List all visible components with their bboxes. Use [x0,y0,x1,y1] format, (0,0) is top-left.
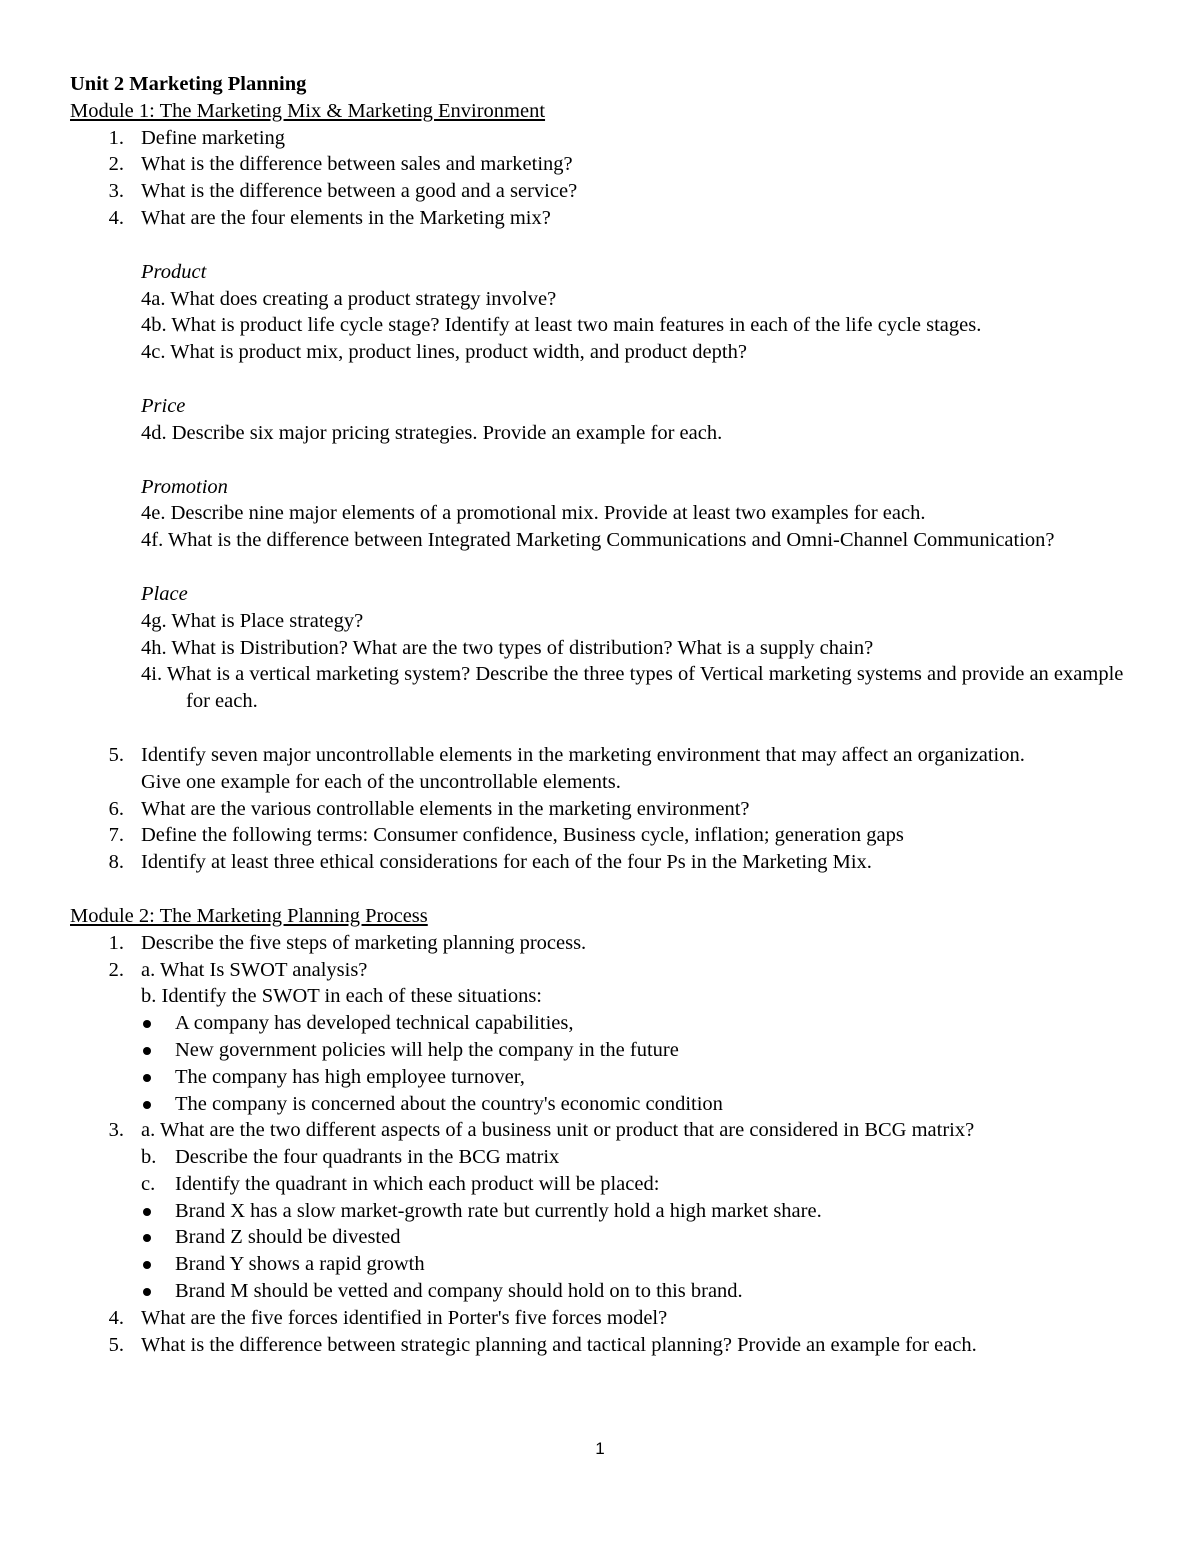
sub-question: 4c. What is product mix, product lines, product width, and product depth? [141,341,747,364]
module-1-heading: Module 1: The Marketing Mix & Marketing Environment [70,99,546,122]
list-item: 5. Identify seven major uncontrollable elements in the marketing environment that may affect an organization. Give one example for each of the uncontrollable elements. [108,743,1025,793]
sub-question: b. Describe the four quadrants in the BCG matrix [141,1146,560,1169]
list-item: 2. What is the difference between sales and marketing? [108,153,573,176]
sub-question: 4g. What is Place strategy? [141,609,364,632]
list-item: 4. What are the four elements in the Marketing mix? [108,206,551,229]
bullet-item: The company has high employee turnover, [70,1064,1130,1091]
list-item: 3. What is the difference between a good and a service? [108,180,578,203]
product-heading: Product [141,260,207,283]
bullet-item: New government policies will help the company in the future [70,1037,1130,1064]
price-heading: Price [141,394,186,417]
list-item: 5. What is the difference between strategic planning and tactical planning? Provide an example for each. [108,1333,977,1356]
list-item: 1. Describe the five steps of marketing planning process. [108,931,587,954]
page-number: 1 [595,1439,605,1458]
place-heading: Place [141,582,188,605]
sub-question: 4a. What does creating a product strategy involve? [141,287,557,310]
sub-question: 4i. What is a vertical marketing system? Describe the three types of Vertical marketing systems and provide an example for each. [141,663,1124,713]
bullet-item: The company is concerned about the country's economic condition [70,1091,1130,1118]
list-item: 1. Define marketing [108,126,286,149]
document-page [70,71,1130,1358]
unit-title: Unit 2 Marketing Planning [70,73,307,95]
sub-question: 4d. Describe six major pricing strategies. Provide an example for each. [141,421,723,444]
sub-question: 4f. What is the difference between Integrated Marketing Communications and Omni-Channel Communication? [141,529,1055,552]
list-item: 6. What are the various controllable elements in the marketing environment? [108,797,750,820]
sub-question: 4h. What is Distribution? What are the two types of distribution? What is a supply chain? [141,636,874,659]
sub-question: 4e. Describe nine major elements of a promotional mix. Provide at least two examples for each. [141,502,926,525]
sub-question: b. Identify the SWOT in each of these situations: [141,985,542,1008]
bullet-item: Brand Y shows a rapid growth [70,1251,1130,1278]
list-item: 3. a. What are the two different aspects of a business unit or product that are considered in BCG matrix? [108,1119,975,1142]
bullet-item: Brand X has a slow market-growth rate but currently hold a high market share. [70,1198,1130,1225]
list-item: 4. What are the five forces identified in Porter's five forces model? [108,1306,668,1329]
list-item: 2. a. What Is SWOT analysis? [108,958,368,981]
list-item: 8. Identify at least three ethical considerations for each of the four Ps in the Marketing Mix. [108,851,872,874]
sub-question: c. Identify the quadrant in which each product will be placed: [141,1172,660,1195]
module-2-heading: Module 2: The Marketing Planning Process [70,904,428,927]
bullet-item: A company has developed technical capabilities, [70,1010,1130,1037]
bullet-item: Brand Z should be divested [70,1224,1130,1251]
sub-question: 4b. What is product life cycle stage? Identify at least two main features in each of the life cycle stages. [141,314,982,337]
list-item: 7. Define the following terms: Consumer confidence, Business cycle, inflation; generation gaps [108,824,904,847]
bullet-item: Brand M should be vetted and company should hold on to this brand. [70,1278,1130,1305]
promotion-heading: Promotion [141,475,228,498]
